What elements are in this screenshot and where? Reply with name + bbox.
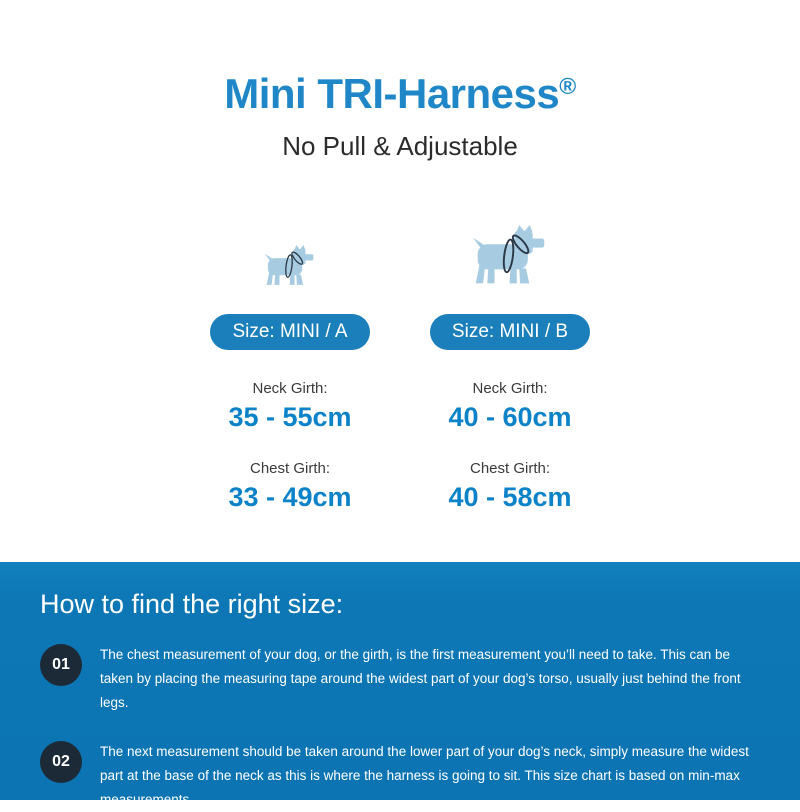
chest-girth-label: Chest Girth: [469, 460, 551, 477]
neck-girth-value: 35 - 55cm [228, 402, 352, 432]
size-badge-mini-b[interactable]: Size: MINI / B [430, 314, 590, 350]
sizing-guide-section [0, 562, 800, 807]
chest-girth-label: Chest Girth: [249, 460, 331, 477]
size-column-mini-a [180, 214, 400, 513]
page-subtitle: No Pull & Adjustable [282, 131, 518, 161]
guide-step-1 [40, 643, 760, 715]
size-columns [0, 214, 800, 513]
dog-illustration-area-a [262, 214, 318, 288]
neck-girth-label: Neck Girth: [252, 380, 328, 397]
page-title-text: Mini TRI-Harness [224, 70, 560, 117]
neck-girth-value: 40 - 60cm [448, 402, 572, 432]
step-text: The next measurement should be taken around the lower part of your dog’s neck, simply measure the widest part at the base of the neck as this is where the harness is going to sit. This size chart is based on min-max measurements. [100, 744, 749, 807]
guide-step-2 [40, 740, 760, 812]
neck-girth-label: Neck Girth: [472, 380, 548, 397]
registered-trademark-symbol: ® [559, 73, 576, 99]
dog-with-harness-icon [469, 225, 551, 288]
step-number-badge: 01 [40, 644, 82, 686]
step-text: The chest measurement of your dog, or the girth, is the first measurement you’ll need to take. This can be taken by placing the measuring tape around the widest part of your dog’s torso, usually just behind the front legs. [100, 647, 741, 710]
page-title [0, 70, 800, 118]
chest-girth-value: 40 - 58cm [448, 482, 572, 512]
dog-illustration-area-b [469, 214, 551, 288]
chest-girth-value: 33 - 49cm [228, 482, 352, 512]
guide-heading: How to find the right size: [40, 589, 344, 619]
step-number-badge: 02 [40, 741, 82, 783]
size-badge-mini-a[interactable]: Size: MINI / A [210, 314, 369, 350]
dog-with-harness-icon [262, 245, 318, 288]
size-column-mini-b [400, 214, 620, 513]
